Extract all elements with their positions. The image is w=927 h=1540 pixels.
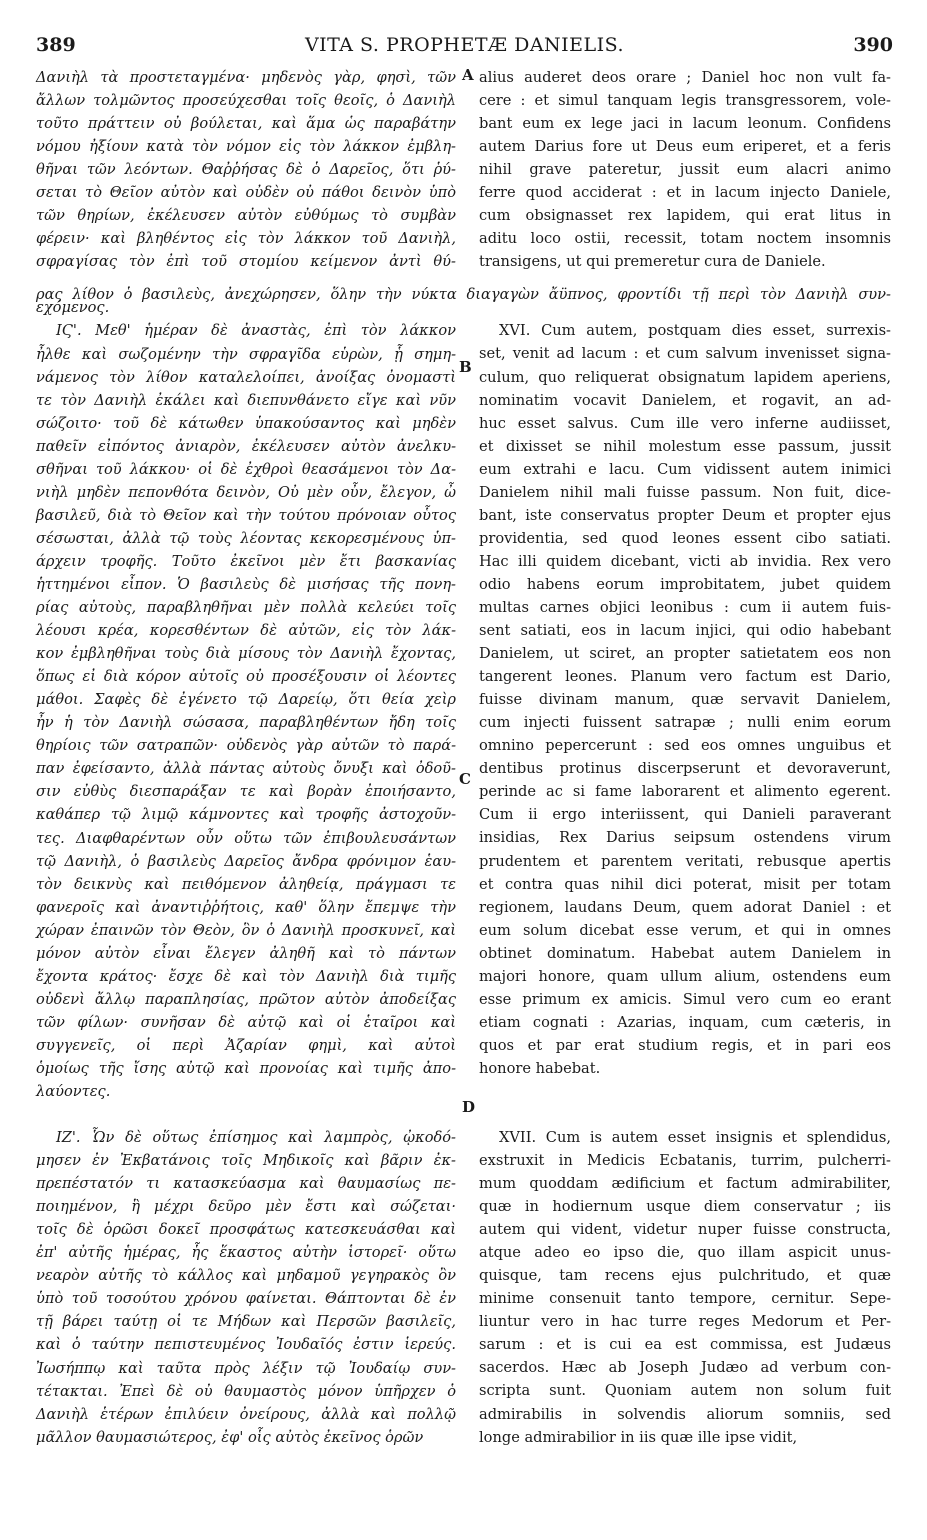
text-line: Hac illi quidem dicebant, victi ab invidia. Rex vero: [479, 552, 891, 570]
text-line: οὐδενὶ ἄλλῳ παραπλησίας, πρῶτον αὐτὸν ἀποδείξας: [36, 990, 456, 1008]
text-line: τοῖς δὲ ὁρῶσι δοκεῖ προσφάτως κατεσκευάσθαι καὶ: [36, 1221, 456, 1239]
text-line: sent satiati, eos in lacum injici, qui odio habebant: [479, 622, 891, 640]
section-gap: [479, 1103, 891, 1126]
text-line: honore habebat.: [479, 1059, 601, 1077]
latin-block-mid: [479, 319, 891, 1080]
text-line: et contra quas nihil dici poterat, misit per totam: [479, 875, 891, 893]
text-line: ὅπως εἰ διὰ κόρον αὐτοῖς οὐ προσέξουσιν οἱ λέοντες: [36, 668, 456, 686]
text-line: autem qui vident, videtur nuper fuisse constructa,: [479, 1221, 891, 1239]
text-line: scripta sunt. Quoniam autem non solum fuit: [479, 1382, 891, 1400]
greek-block-bottom: [36, 1126, 456, 1449]
text-line: aditu loco ostii, recessit, totam noctem insomnis: [479, 230, 891, 248]
text-line: ἦν ἡ τὸν Δανιὴλ σώσασα, παραβληθέντων ἤδη τοῖς: [36, 714, 456, 732]
text-line: φέρειν· καὶ βληθέντος εἰς τὸν λάκκον τοῦ Δανιὴλ,: [36, 230, 456, 248]
text-line: σέσωσται, ἀλλὰ τῷ τοὺς λέοντας κεκορεσμένους ὑπ-: [36, 529, 456, 547]
text-line: culum, quo reliquerat obsignatum lapidem aperiens,: [479, 368, 891, 386]
margin-marker-a: A: [462, 66, 474, 84]
text-line: longe admirabilior in iis quæ ille ipse vidit,: [479, 1428, 798, 1446]
text-line: minime consenuit tanto tempore, cernitur. Sepe-: [479, 1290, 891, 1308]
text-line: liuntur vero in hac turre reges Medorum et Per-: [479, 1313, 891, 1331]
text-line: τῇ βάρει ταύτῃ οἱ τε Μήδων καὶ Περσῶν βασιλεῖς,: [36, 1313, 456, 1331]
text-line: Danielem, ut sciret, an propter satietatem eos non: [479, 645, 891, 663]
text-line: παθεῖν εἰπόντος ἀνιαρὸν, ἐκέλευσεν αὐτὸν ἀνελκυ-: [36, 437, 456, 455]
text-line: regionem, laudans Deum, quem adorat Daniel : et: [479, 898, 891, 916]
text-line: mum quoddam ædificium et factum admirabiliter,: [479, 1175, 891, 1193]
text-line: πρεπέστατόν τι κατασκεύασμα καὶ θαυμασίως πε-: [36, 1175, 456, 1193]
text-line: multas carnes objici leonibus : cum ii autem fuis-: [479, 598, 891, 616]
text-line: σθῆναι τοῦ λάκκου· οἱ δὲ ἐχθροὶ θεασάμενοι τὸν Δα-: [36, 460, 456, 478]
text-line: ἐπ' αὐτῆς ἡμέρας, ἧς ἕκαστος αὐτὴν ἱστορεῖ· οὕτω: [36, 1244, 456, 1262]
margin-marker-d: D: [462, 1098, 476, 1116]
text-line: εχόμενος.: [36, 299, 110, 317]
text-line: nominatim vocavit Danielem, et rogavit, an ad-: [479, 391, 891, 409]
text-line: insidias, Rex Darius seipsum ostendens virum: [479, 829, 891, 847]
text-line: majori honore, quam ullum alium, ostendens eum: [479, 967, 891, 985]
text-line: bant, iste conservatus propter Deum et propter ejus: [479, 506, 891, 524]
text-line: odio habens eorum improbitatem, jubet quidem: [479, 575, 891, 593]
text-line: μόνον αὐτὸν εἶναι ἔλεγεν ἀληθῆ καὶ τὸ πάντων: [36, 944, 456, 962]
text-line: Danielem nihil mali fuisse passum. Non fuit, dice-: [479, 483, 891, 501]
text-line: omnino pepercerunt : sed eos omnes unguibus et: [479, 737, 891, 755]
text-line: nihil grave pateretur, jussit eum alacri animo: [479, 161, 891, 179]
text-line: λαύοντες.: [36, 1083, 111, 1101]
latin-block-top: [479, 66, 891, 273]
latin-block-bottom: [479, 1126, 891, 1449]
section-gap: [36, 1103, 456, 1126]
text-line: perinde ac si fame laborarent et alimento egerent.: [479, 783, 891, 801]
text-line: ρίας αὐτοὺς, παραβληθῆναι μὲν πολλὰ κελεύει τοῖς: [36, 599, 456, 617]
text-line: eum solum dicebat esse verum, et qui in omnes: [479, 921, 891, 939]
text-line: quisque, tam recens ejus pulchritudo, et quæ: [479, 1267, 891, 1285]
text-line: τοῦτο πράττειν οὐ βούλεται, καὶ ἅμα ὡς παραβάτην: [36, 115, 456, 133]
text-line: cum injecti fuissent satrapæ ; nulli enim eorum: [479, 714, 891, 732]
text-line: cere : et simul tanquam legis transgressorem, vole-: [479, 92, 891, 110]
section-gap: [479, 296, 891, 319]
text-line: καὶ ὁ ταύτην πεπιστευμένος Ἰουδαῖός ἐστιν ἱερεύς.: [36, 1336, 456, 1354]
text-line: cum obsignasset rex lapidem, qui erat litus in: [479, 207, 891, 225]
text-line: νόμου ἠξίουν κατὰ τὸν νόμον εἰς τὸν λάκκον ἐμβλη-: [36, 138, 456, 156]
running-title: VITA S. PROPHETÆ DANIELIS.: [304, 34, 625, 56]
text-line: παν ἐφείσαντο, ἀλλὰ πάντας αὐτοὺς ὄνυξι καὶ ὀδοῦ-: [36, 760, 456, 778]
page-header: [36, 34, 893, 64]
text-line: et dixisset se nihil molestum esse passum, jussit: [479, 437, 891, 455]
page-number-left: 389: [36, 34, 76, 56]
text-line: sacerdos. Hæc ab Joseph Judæo ad verbum con-: [479, 1359, 891, 1377]
text-line: quos et par erat studium regis, et in pari eos: [479, 1036, 891, 1054]
spanning-greek-line: ρας λίθον ὁ βασιλεὺς, ἀνεχώρησεν, ὅλην τὴν νύκτα διαγαγὼν ἄϋπνος, φροντίδι τῇ περὶ τὸν Δανιὴλ συν-: [36, 286, 891, 303]
text-line: τες. Διαφθαρέντων οὖν οὕτω τῶν ἐπιβουλευσάντων: [36, 829, 456, 847]
text-line: σφραγίσας τὸν ἐπὶ τοῦ στομίου κείμενον ἀντὶ θύ-: [36, 253, 456, 271]
text-line: Δανιὴλ τὰ προστεταγμένα· μηδενὸς γὰρ, φησὶ, τῶν: [36, 69, 456, 86]
latin-column: [479, 66, 891, 1449]
text-line: ἦλθε καὶ σωζομένην τὴν σφραγῖδα εὑρὼν, ᾗ σημη-: [36, 345, 456, 363]
text-line: providentia, sed quod leones essent cibo satiati.: [479, 529, 891, 547]
text-line: μησεν ἐν Ἐκβατάνοις τοῖς Μηδικοῖς καὶ βᾶριν ἐκ-: [36, 1152, 456, 1170]
text-line: dentibus protinus discerpserunt et devoraverunt,: [479, 760, 891, 778]
text-line: eum extrahi e lacu. Cum vidissent autem inimici: [479, 460, 891, 478]
margin-marker-b: B: [459, 358, 472, 376]
text-line: Cum ii ergo interiissent, qui Danieli paraverant: [479, 806, 891, 824]
section-gap: [479, 1080, 891, 1103]
text-line: κον ἐμβληθῆναι τοὺς διὰ μίσους τὸν Δανιὴλ ἔχοντας,: [36, 645, 456, 663]
text-line: ΙϚ'. Μεθ' ἡμέραν δὲ ἀναστὰς, ἐπὶ τὸν λάκκον: [56, 322, 456, 340]
text-line: bant eum ex lege jaci in lacum leonum. Confidens: [479, 115, 891, 133]
text-line: XVII. Cum is autem esset insignis et splendidus,: [499, 1128, 891, 1146]
text-line: καθάπερ τῷ λιμῷ κάμνοντες καὶ τροφῆς ἀστοχοῦν-: [36, 806, 456, 824]
text-line: λέουσι κρέα, κορεσθέντων δὲ αὐτῶν, εἰς τὸν λάκ-: [36, 622, 456, 640]
text-line: alius auderet deos orare ; Daniel hoc non vult fa-: [479, 69, 891, 86]
text-line: ΙΖ'. Ὧν δὲ οὕτως ἐπίσημος καὶ λαμπρὸς, ᾠκοδό-: [56, 1129, 456, 1147]
text-line: XVI. Cum autem, postquam dies esset, surrexis-: [499, 322, 891, 340]
text-line: βασιλεῦ, διὰ τὸ Θεῖον καὶ τὴν τούτου πρόνοιαν οὗτος: [36, 506, 456, 524]
text-line: ἔχοντα κράτος· ἔσχε δὲ καὶ τὸν Δανιὴλ διὰ τιμῆς: [36, 967, 456, 985]
text-line: ἡττημένοι εἶπον. Ὁ βασιλεὺς δὲ μισήσας τῆς πονη-: [36, 575, 456, 593]
text-line: ποιημένον, ἣ μέχρι δεῦρο μὲν ἔστι καὶ σώζεται·: [36, 1198, 456, 1216]
text-line: huc esset salvus. Cum ille vero inferne audiisset,: [479, 414, 891, 432]
text-line: prudentem et parentem veritati, rebusque apertis: [479, 852, 891, 870]
text-line: νάμενος τὸν λίθον καταλελοίπει, ἀνοίξας ὀνομαστὶ: [36, 368, 456, 386]
text-line: νιὴλ μηδὲν πεπονθότα δεινὸν, Οὐ μὲν οὖν, ἔλεγον, ὦ: [36, 483, 456, 501]
text-line: νεαρὸν αὐτῆς τὸ κάλλος καὶ μηδαμοῦ γεγηρακὸς ὂν: [36, 1267, 456, 1285]
text-line: μάθοι. Σαφὲς δὲ ἐγένετο τῷ Δαρείῳ, ὅτι θεία χεὶρ: [36, 691, 456, 709]
text-line: atque adeo eo ipso die, quo illam aspicit unus-: [479, 1244, 891, 1262]
text-line: συγγενεῖς, οἱ περὶ Ἀζαρίαν φημὶ, καὶ αὐτοὶ: [36, 1036, 456, 1054]
text-line: fuisse divinam manum, quæ servavit Danielem,: [479, 691, 891, 709]
text-line: esse primum ex amicis. Simul vero cum eo erant: [479, 990, 891, 1008]
text-line: ὑπὸ τοῦ τοσούτου χρόνου φαίνεται. Θάπτονται δὲ ἐν: [36, 1290, 456, 1308]
text-line: τῶν φίλων· συνῆσαν δὲ αὐτῷ καὶ οἱ ἑταῖροι καὶ: [36, 1013, 456, 1031]
text-line: Δανιὴλ ἑτέρων ἐπιλύειν ὀνείρους, ἀλλὰ καὶ πολλῷ: [36, 1405, 456, 1423]
greek-block-top: [36, 66, 456, 273]
text-line: τὸν δεικνὺς καὶ πειθόμενον ἀληθείᾳ, πράγμασι τε: [36, 875, 456, 893]
text-line: ferre quod acciderat : et in lacum injecto Daniele,: [479, 184, 891, 202]
margin-marker-c: C: [459, 770, 471, 788]
text-line: sarum : et is cui ea est commissa, est Judæus: [479, 1336, 891, 1354]
text-line: σεται τὸ Θεῖον αὐτὸν καὶ οὐδὲν οὐ πάθοι δεινὸν ὑπὸ: [36, 184, 456, 202]
text-line: ὁμοίως τῆς ἴσης αὐτῷ καὶ προνοίας καὶ τιμῆς ἀπο-: [36, 1059, 456, 1077]
text-line: tangerent leones. Planum vero factum est Dario,: [479, 668, 891, 686]
text-line: obtinet dominatum. Habebat autem Danielem in: [479, 944, 891, 962]
text-line: θηρίοις τῶν σατραπῶν· οὐδενὸς γὰρ αὐτῶν τὸ παρά-: [36, 737, 456, 755]
text-line: τέτακται. Ἐπεὶ δὲ οὐ θαυμαστὸς μόνον ὑπῆρχεν ὁ: [36, 1382, 456, 1400]
text-line: θῆναι τῶν λεόντων. Θαῤῥήσας δὲ ὁ Δαρεῖος, ὅτι ῥύ-: [36, 161, 456, 179]
text-line: σιν εὐθὺς διεσπαράξαν τε καὶ βορὰν ἐποιήσαντο,: [36, 783, 456, 801]
text-line: χώραν ἐπαινῶν τὸν Θεὸν, ὃν ὁ Δανιὴλ προσκυνεῖ, καὶ: [36, 921, 456, 939]
span-line-gap: [479, 273, 891, 296]
text-line: admirabilis in solvendis aliorum somniis, sed: [479, 1405, 891, 1423]
text-line: άρχειν τροφῆς. Τοῦτο ἐκεῖνοι μὲν ἔτι βασκανίας: [36, 552, 456, 570]
text-line: exstruxit in Medicis Ecbatanis, turrim, pulcherri-: [479, 1152, 891, 1170]
text-line: Ἰωσήππῳ καὶ ταῦτα πρὸς λέξιν τῷ Ἰουδαίῳ συν-: [36, 1359, 456, 1377]
text-line: quæ in hodiernum usque diem conservatur ; iis: [479, 1198, 891, 1216]
greek-column: [36, 66, 456, 1449]
text-line: ἄλλων τολμῶντος προσεύχεσθαι τοῖς θεοῖς, ὁ Δανιὴλ: [36, 92, 456, 110]
text-line: τε τὸν Δανιὴλ ἐκάλει καὶ διεπυνθάνετο εἴγε καὶ νῦν: [36, 391, 456, 409]
text-line: σώζοιτο· τοῦ δὲ κάτωθεν ὑπακούσαντος καὶ μηδὲν: [36, 414, 456, 432]
greek-block-mid: [36, 296, 456, 1103]
text-line: transigens, ut qui premeretur cura de Daniele.: [479, 253, 826, 271]
text-line: autem Darius fore ut Deus eum eriperet, et a feris: [479, 138, 891, 156]
text-line: φανεροῖς καὶ ἀναντιῤῥήτοις, καθ' ὅλην ἔπεμψε τὴν: [36, 898, 456, 916]
text-line: τῶν θηρίων, ἐκέλευσεν αὐτὸν εὐθύμως τὸ συμβὰν: [36, 207, 456, 225]
text-line: set, venit ad lacum : et cum salvum invenisset signa-: [479, 345, 891, 363]
text-line: etiam cognati : Azarias, inquam, cum cæteris, in: [479, 1013, 891, 1031]
text-line: μᾶλλον θαυμασιώτερος, ἐφ' οἷς αὐτὸς ἐκεῖνος ὁρῶν: [36, 1428, 424, 1446]
text-line: τῷ Δανιὴλ, ὁ βασιλεὺς Δαρεῖος ἄνδρα φρόνιμον ἑαυ-: [36, 852, 456, 870]
page-number-right: 390: [853, 34, 893, 56]
